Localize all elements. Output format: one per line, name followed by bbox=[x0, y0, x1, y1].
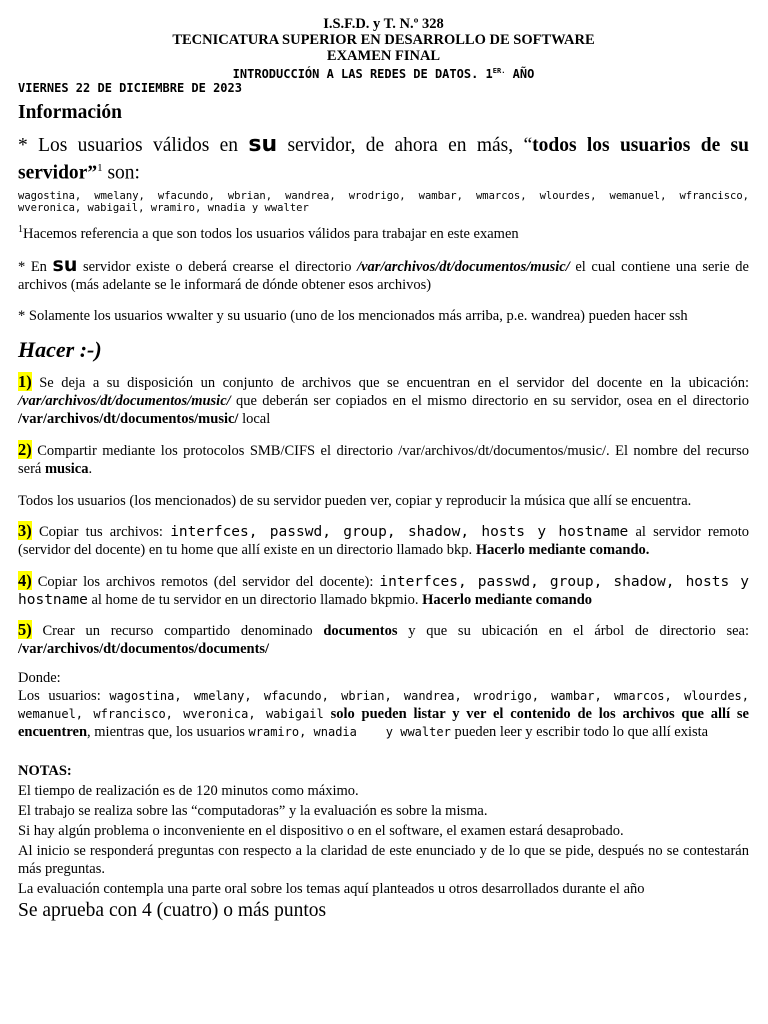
directory-statement: * En su servidor existe o deberá crearse el directorio /var/archivos/dt/documentos/music/ el cual contiene una serie de archivos (más adelante se le informará de dónde obtener esos archivos) bbox=[18, 254, 749, 294]
task-2: 2) Compartir mediante los protocolos SMB/CIFS el directorio /var/archivos/dt/documentos/music/. El nombre del recurso será musica. bbox=[18, 440, 749, 478]
note-line: El trabajo se realiza sobre las “computadoras” y la evaluación es sobre la misma. bbox=[18, 803, 488, 820]
institute-name: I.S.F.D. y T. N.º 328 bbox=[323, 16, 444, 32]
note-line: La evaluación contempla una parte oral sobre los temas aquí planteados u otros desarrollados durante el año bbox=[18, 881, 645, 898]
passing-grade: Se aprueba con 4 (cuatro) o más puntos bbox=[18, 900, 327, 922]
notes-heading: NOTAS: bbox=[18, 763, 72, 780]
task-3: 3) Copiar tus archivos: interfces, passwd, group, shadow, hosts y hostname al servidor remoto (servidor del docente) en tu home que allí existe en un directorio llamado bkp. Hacerlo mediante comando. bbox=[18, 521, 749, 559]
info-heading: Información bbox=[18, 102, 122, 123]
task-4: 4) Copiar los archivos remotos (del servidor del docente): interfces, passwd, group, shadow, hosts y hostname al home de tu servidor en un directorio llamado bkpmio. Hacerlo mediante comando bbox=[18, 571, 750, 609]
career-name: TECNICATURA SUPERIOR EN DESARROLLO DE SOFTWARE bbox=[172, 32, 595, 48]
ssh-statement: * Solamente los usuarios wwalter y su usuario (uno de los mencionados más arriba, p.e. wandrea) pueden hacer ssh bbox=[18, 308, 688, 325]
exam-document bbox=[18, 16, 749, 922]
exam-title: EXAMEN FINAL bbox=[326, 48, 441, 64]
note-line: El tiempo de realización es de 120 minutos como máximo. bbox=[18, 783, 359, 800]
share-permissions: Los usuarios: wagostina, wmelany, wfacundo, wbrian, wandrea, wrodrigo, wambar, wmarcos, wlourdes, wemanuel, wfrancisco, wveronica, wabigail solo pueden listar y ver el contenido de los archivos que allí se encuentren, mientras que, los usuarios wramiro, wnadia y wwalter pueden leer y escribir todo lo que allí exista bbox=[18, 688, 749, 741]
exam-date: VIERNES 22 DE DICIEMBRE DE 2023 bbox=[18, 81, 242, 95]
task-5: 5) Crear un recurso compartido denominado documentos y que su ubicación en el árbol de directorio sea: /var/archivos/dt/documentos/documents/ bbox=[18, 620, 749, 658]
note-line: Al inicio se responderá preguntas con respecto a la claridad de este enunciado y de lo que se pide, después no se contestarán más preguntas. bbox=[18, 843, 749, 878]
valid-users-list: wagostina, wmelany, wfacundo, wbrian, wandrea, wrodrigo, wambar, wmarcos, wlourdes, wemanuel, wfrancisco, wveronica, wabigail, wramiro, wnadia y wwalter bbox=[18, 189, 749, 214]
tasks-heading: Hacer :-) bbox=[18, 337, 102, 363]
task-2-note: Todos los usuarios (los mencionados) de su servidor pueden ver, copiar y reproducir la música que allí se encuentra. bbox=[18, 493, 692, 510]
task-1: 1) Se deja a su disposición un conjunto de archivos que se encuentran en el servidor del docente en la ubicación: /var/archivos/dt/documentos/music/ que deberán ser copiados en el mismo directorio en su servidor, osea en el directorio /var/archivos/dt/documentos/music/ local bbox=[18, 372, 749, 428]
valid-users-statement: * Los usuarios válidos en su servidor, de ahora en más, “todos los usuarios de su servidor”$^1$ son: bbox=[18, 132, 749, 184]
footnote: $^1$Hacemos referencia a que son todos los usuarios válidos para trabajar en este examen bbox=[18, 223, 519, 242]
course-title: INTRODUCCIÓN A LAS REDES DE DATOS. $1^{ER.}$ AÑO bbox=[232, 67, 535, 81]
donde-label: Donde: bbox=[18, 670, 61, 687]
note-line: Si hay algún problema o inconveniente en el dispositivo o en el software, el examen estará desaprobado. bbox=[18, 823, 624, 840]
